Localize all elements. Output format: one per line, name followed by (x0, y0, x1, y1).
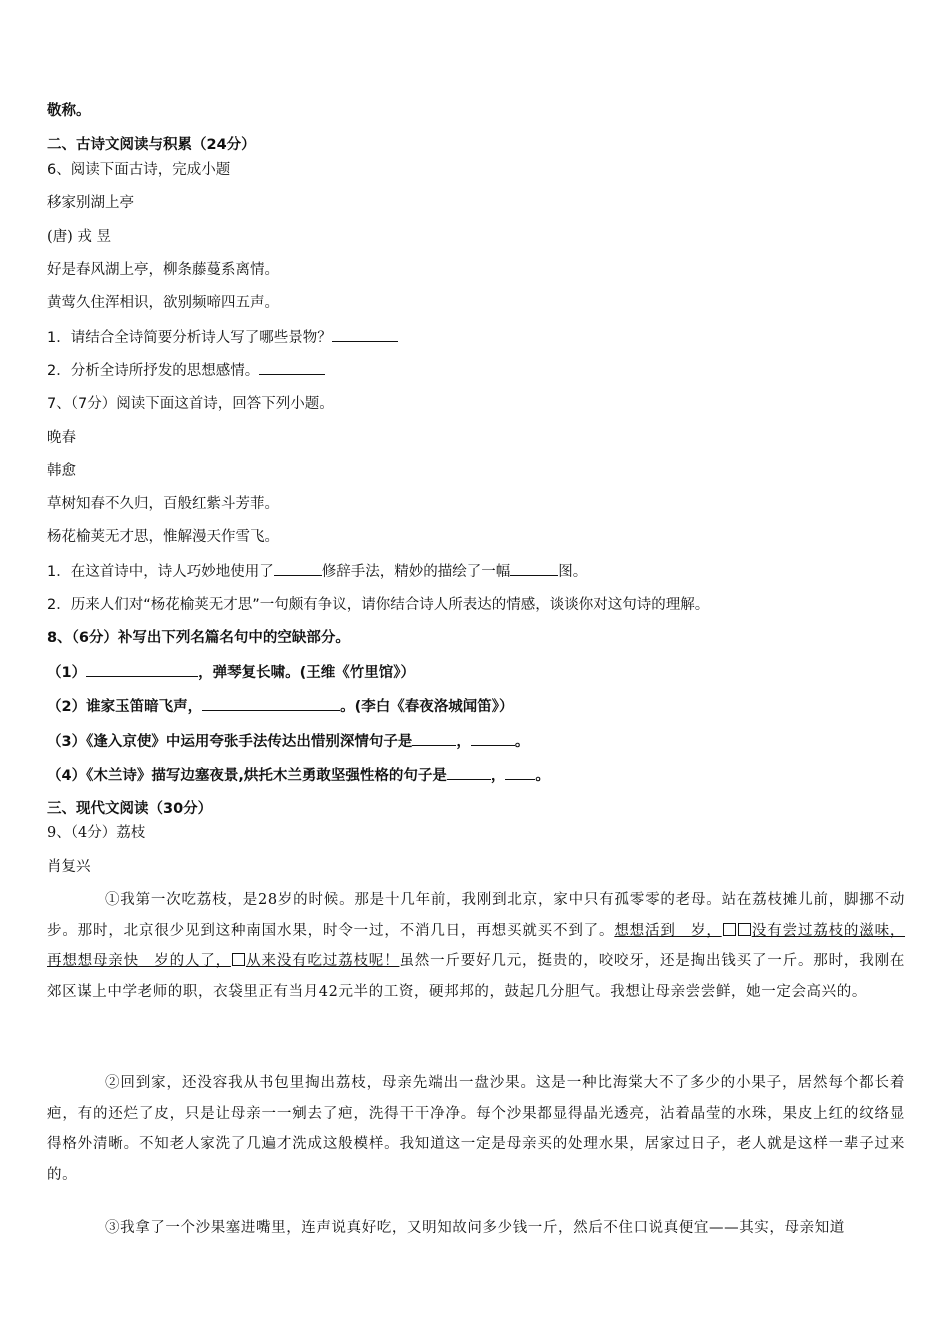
answer-blank[interactable] (202, 696, 340, 711)
poem-author: (唐) 戎 昱 (47, 229, 112, 245)
answer-blank[interactable] (505, 765, 535, 780)
answer-blank[interactable] (259, 360, 325, 375)
answer-blank[interactable] (471, 731, 515, 746)
answer-blank[interactable] (447, 765, 491, 780)
underlined-text: 从来没有吃过荔枝呢！ (245, 953, 400, 969)
question-text: ，弹琴复长啸。(王维《竹里馆》） (198, 665, 415, 681)
poem-line: 草树知春不久归，百般红紫斗芳菲。 (47, 496, 279, 512)
poem-title: 晚春 (47, 430, 76, 446)
question-text: 。 (514, 734, 530, 750)
question-8-1 (47, 662, 415, 683)
question-text: 1．在这首诗中，诗人巧妙地使用了 (47, 564, 274, 580)
answer-blank[interactable] (332, 327, 398, 342)
question-9-title: 9、（4分）荔枝 (47, 825, 146, 841)
question-8-2 (47, 696, 513, 717)
question-text: （1） (47, 665, 87, 681)
question-text: （2）谁家玉笛暗飞声， (47, 699, 203, 715)
poem-author: 韩愈 (47, 463, 76, 479)
answer-blank[interactable] (86, 662, 198, 677)
placeholder-box (738, 923, 751, 936)
poem-line: 好是春风湖上亭，柳条藤蔓系离情。 (47, 262, 279, 278)
question-6-2 (47, 360, 325, 381)
question-text: ， (456, 734, 471, 750)
poem-line: 杨花榆荚无才思，惟解漫天作雪飞。 (47, 529, 279, 545)
placeholder-box (723, 923, 736, 936)
paragraph-text: ①我第一次吃荔枝，是28岁的时候。那是十几年前，我刚到北京，家中只有孤零零的老母。站在荔枝摊儿前，脚挪不动步。那时，北京很少见到这种南国水果，时令一过，不消几日，再想买就买不到了。 (47, 892, 905, 939)
question-text: （3）《逢入京使》中运用夸张手法传达出惜别深情句子是 (47, 734, 413, 750)
continued-text: 敬称。 (47, 103, 91, 119)
section-heading-classical: 二、古诗文阅读与积累（24分） (47, 137, 256, 153)
question-8-title: 8、（6分）补写出下列名篇名句中的空缺部分。 (47, 630, 350, 646)
answer-blank[interactable] (510, 561, 558, 576)
question-8-3 (47, 731, 529, 752)
underlined-text: 没有尝过荔枝的滋味，再想想母亲快 岁的人了， (47, 922, 906, 969)
question-6-title: 6、阅读下面古诗，完成小题 (47, 162, 231, 178)
paragraph-text: 虽然一斤要好几元，挺贵的，咬咬牙，还是掏出钱买了一斤。那时，我刚在郊区谋上中学老师的职，衣袋里正有当月42元半的工资，硬邦邦的，鼓起几分胆气。我想让母亲尝尝鲜，她一定会高兴的。 (47, 953, 906, 1000)
question-text: 2．分析全诗所抒发的思想感情。 (47, 363, 260, 379)
question-7-2: 2．历来人们对“杨花榆荚无才思”一句颇有争议，请你结合诗人所表达的情感，谈谈你对这句诗的理解。 (47, 597, 710, 613)
article-paragraph-1 (47, 885, 905, 1007)
question-text: （4）《木兰诗》描写边塞夜景,烘托木兰勇敢坚强性格的句子是 (47, 768, 447, 784)
answer-blank[interactable] (274, 561, 322, 576)
article-paragraph-3: ③我拿了一个沙果塞进嘴里，连声说真好吃，又明知故问多少钱一斤，然后不住口说真便宜——其实，母亲知道 (105, 1220, 845, 1236)
section-heading-modern: 三、现代文阅读（30分） (47, 801, 213, 817)
question-7-title: 7、（7分）阅读下面这首诗，回答下列小题。 (47, 396, 334, 412)
question-text: 1．请结合全诗简要分析诗人写了哪些景物？ (47, 330, 332, 346)
question-text: ， (490, 768, 506, 784)
question-text: 。(李白《春夜洛城闻笛》） (340, 699, 514, 715)
poem-line: 黄莺久住浑相识，欲别频啼四五声。 (47, 295, 279, 311)
answer-blank[interactable] (412, 731, 456, 746)
placeholder-box (232, 953, 245, 966)
article-author: 肖复兴 (47, 859, 91, 875)
article-paragraph-2: ②回到家，还没容我从书包里掏出荔枝，母亲先端出一盘沙果。这是一种比海棠大不了多少的小果子，居然每个都长着疤，有的还烂了皮，只是让母亲一一剜去了疤，洗得干干净净。每个沙果都显得晶光透亮，沾着晶莹的水珠，果皮上红的纹络显得格外清晰。不知老人家洗了几遍才洗成这般模样。我知道这一定是母亲买的处理水果，居家过日子，老人就是这样一辈子过来的。 (47, 1075, 905, 1183)
poem-title: 移家别湖上亭 (47, 195, 134, 211)
underlined-text: 想想活到 岁， (614, 922, 722, 939)
question-8-4 (47, 765, 550, 786)
question-text: 图。 (558, 564, 588, 580)
question-text: 修辞手法，精妙的描绘了一幅 (321, 564, 511, 580)
question-6-1 (47, 327, 398, 348)
question-7-1 (47, 561, 587, 582)
question-text: 。 (535, 768, 550, 784)
